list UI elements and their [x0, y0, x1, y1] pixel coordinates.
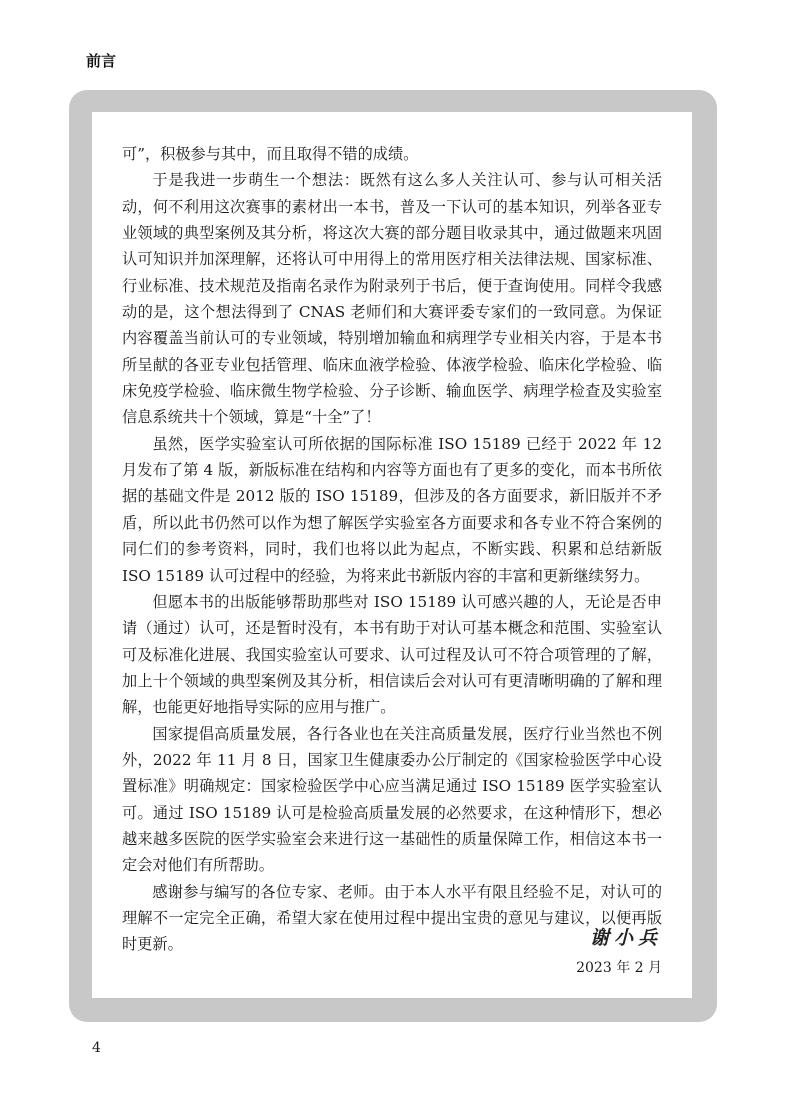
paragraph: 可”，积极参与其中，而且取得不错的成绩。 [122, 145, 419, 163]
preface-body [122, 141, 662, 958]
section-title: 前言 [86, 52, 117, 70]
paragraph: 虽然，医学实验室认可所依据的国际标准 ISO 15189 已经于 2022 年 12 月发布了第 4 版，新版标准在结构和内容等方面也有了更多的变化，而本书所依据的基础文件是 2012 版的 ISO 15189，但涉及的各方面要求，新旧版并不矛盾，所以此书仍然可以作为想了解医学实验室各方面要求和各专业不符合案例的同仁们的参考资料，同时，我们也将以此为起点，不断实践、积累和总结新版ISO 15189 认可过程中的经验，为将来此书新版内容的丰富和更新继续努力。 [122, 434, 662, 585]
paragraph: 但愿本书的出版能够帮助那些对 ISO 15189 认可感兴趣的人，无论是否申请（通过）认可，还是暂时没有，本书有助于对认可基本概念和范围、实验室认可及标准化进展、我国实验室认可要求、认可过程及认可不符合项管理的了解，加上十个领域的典型案例及其分析，相信读后会对认可有更清晰明确的了解和理解，也能更好地指导实际的应用与推广。 [122, 592, 662, 717]
paragraph: 国家提倡高质量发展，各行各业也在关注高质量发展，医疗行业当然也不例外，2022 年 11 月 8 日，国家卫生健康委办公厅制定的《国家检验医学中心设置标准》明确规定：国家检验医学中心应当满足通过 ISO 15189 医学实验室认可。通过 ISO 15189 认可是检验高质量发展的必然要求，在这种情形下，想必越来越多医院的医学实验室会来进行这一基础性的质量保障工作，相信这本书一定会对他们有所帮助。 [122, 724, 662, 875]
paragraph: 于是我进一步萌生一个想法：既然有这么多人关注认可、参与认可相关活动，何不利用这次赛事的素材出一本书，普及一下认可的基本知识，列举各亚专业领域的典型案例及其分析，将这次大赛的部分题目收录其中，通过做题来巩固认可知识并加深理解，还将认可中用得上的常用医疗相关法律法规、国家标准、行业标准、技术规范及指南名录作为附录列于书后，便于查询使用。同样令我感动的是，这个想法得到了 CNAS 老师们和大赛评委专家们的一致同意。为保证内容覆盖当前认可的专业领域，特别增加输血和病理学专业相关内容，于是本书所呈献的各亚专业包括管理、临床血液学检验、体液学检验、临床化学检验、临床免疫学检验、临床微生物学检验、分子诊断、输血医学、病理学检查及实验室信息系统共十个领域，算是“十全”了！ [122, 171, 662, 427]
paragraph: 感谢参与编写的各位专家、老师。由于本人水平有限且经验不足，对认可的理解不一定完全正确，希望大家在使用过程中提出宝贵的意见与建议，以便再版时更新。 [122, 882, 662, 954]
signature-date: 2023 年 2 月 [576, 960, 662, 976]
author-signature: 谢小兵 [589, 927, 662, 949]
page-number: 4 [92, 1040, 101, 1056]
